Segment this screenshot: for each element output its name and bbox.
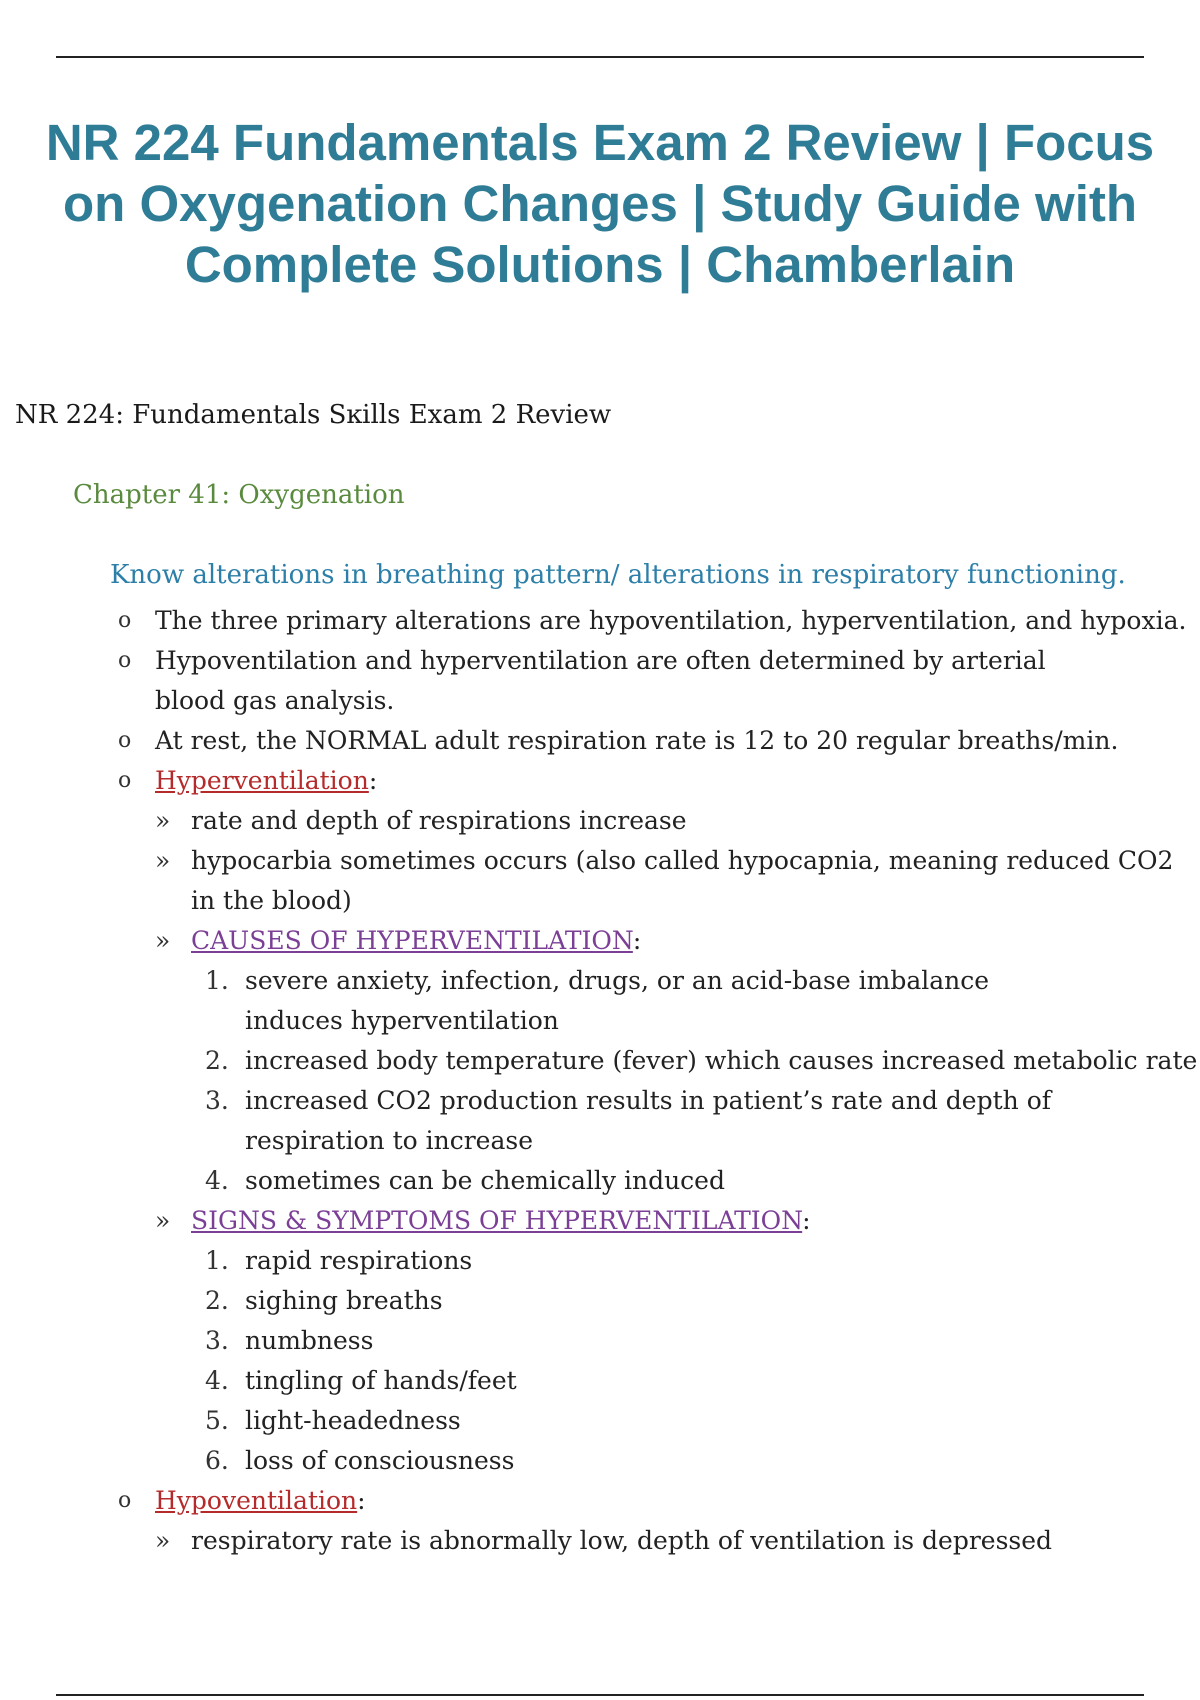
bullet-text: At rest, the NORMAL adult respiration rate is 12 to 20 regular breaths/min.: [155, 726, 1119, 755]
bottom-rule: [56, 1694, 1144, 1696]
bullet-text: [155, 1481, 366, 1521]
circle-bullet-icon: o: [118, 648, 132, 673]
circle-bullet-icon: o: [118, 768, 132, 793]
numbered-item: [0, 1441, 1200, 1481]
list-item: [0, 601, 1200, 641]
item-number: 1.: [205, 1246, 229, 1275]
colon: :: [632, 926, 642, 955]
numbered-item: [0, 1041, 1200, 1081]
numbered-item: [0, 1081, 1200, 1121]
numbered-item-continuation: [0, 1121, 1200, 1161]
numbered-item: [0, 1161, 1200, 1201]
item-number: 5.: [205, 1406, 229, 1435]
bullet-text: hypocarbia sometimes occurs (also called hypocapnia, meaning reduced CO2: [191, 846, 1174, 875]
bullet-text: [191, 921, 641, 961]
list-item-hyperventilation: [0, 761, 1200, 801]
bullet-text: [155, 761, 377, 801]
item-text: increased body temperature (fever) which causes increased metabolic rate: [245, 1046, 1198, 1075]
colon: :: [368, 766, 378, 795]
item-number: 4.: [205, 1166, 229, 1195]
notes-content: [0, 601, 1200, 1561]
item-text: rapid respirations: [245, 1246, 473, 1275]
hyperventilation-link[interactable]: Hyperventilation: [155, 766, 369, 795]
bullet-text: respiratory rate is abnormally low, depth of ventilation is depressed: [191, 1526, 1053, 1555]
list-item-continuation: [0, 881, 1200, 921]
list-item-signs: [0, 1201, 1200, 1241]
item-number: 3.: [205, 1326, 229, 1355]
chapter-heading: Chapter 41: Oxygenation: [73, 480, 405, 510]
list-item-hypoventilation: [0, 1481, 1200, 1521]
list-item: [0, 841, 1200, 881]
bullet-text: rate and depth of respirations increase: [191, 806, 687, 835]
numbered-item: [0, 1321, 1200, 1361]
circle-bullet-icon: o: [118, 1488, 132, 1513]
colon: :: [357, 1486, 366, 1515]
item-text: induces hyperventilation: [245, 1006, 559, 1035]
item-text: severe anxiety, infection, drugs, or an acid-base imbalance: [245, 966, 990, 995]
circle-bullet-icon: o: [118, 728, 132, 753]
chevron-bullet-icon: »: [155, 1526, 171, 1555]
list-item-continuation: [0, 681, 1200, 721]
signs-symptoms-link[interactable]: SIGNS & SYMPTOMS OF HYPERVENTILATION: [191, 1206, 803, 1235]
top-rule: [56, 56, 1144, 58]
hypoventilation-link[interactable]: Hypoventilation: [155, 1486, 358, 1515]
numbered-item: [0, 1241, 1200, 1281]
item-text: sometimes can be chemically induced: [245, 1166, 725, 1195]
circle-bullet-icon: o: [118, 608, 132, 633]
list-item-causes: [0, 921, 1200, 961]
item-text: increased CO2 production results in patient’s rate and depth of: [245, 1086, 1052, 1115]
item-number: 4.: [205, 1366, 229, 1395]
item-number: 1.: [205, 966, 229, 995]
chevron-bullet-icon: »: [155, 806, 171, 835]
bullet-text: blood gas analysis.: [155, 686, 395, 715]
numbered-item: [0, 1401, 1200, 1441]
item-text: loss of consciousness: [245, 1446, 515, 1475]
numbered-item-continuation: [0, 1001, 1200, 1041]
list-item: [0, 721, 1200, 761]
chevron-bullet-icon: »: [155, 1206, 171, 1235]
bullet-text: in the blood): [191, 886, 352, 915]
item-number: 2.: [205, 1286, 229, 1315]
bullet-text: The three primary alterations are hypoventilation, hyperventilation, and hypoxia.: [155, 606, 1187, 635]
item-text: respiration to increase: [245, 1126, 533, 1155]
section-heading: Know alterations in breathing pattern/ alterations in respiratory functioning.: [110, 560, 1126, 590]
item-text: sighing breaths: [245, 1286, 443, 1315]
causes-link[interactable]: CAUSES OF HYPERVENTILATION: [191, 926, 633, 955]
list-item: [0, 1521, 1200, 1561]
title-line: on Oxygenation Changes | Study Guide with: [62, 175, 1137, 232]
item-text: numbness: [245, 1326, 374, 1355]
item-text: tingling of hands/feet: [245, 1366, 517, 1395]
title-line: NR 224 Fundamentals Exam 2 Review | Focus: [45, 114, 1155, 171]
document-title: [30, 112, 1170, 295]
item-text: light-headedness: [245, 1406, 461, 1435]
item-number: 2.: [205, 1046, 229, 1075]
title-line: Complete Solutions | Chamberlain: [184, 236, 1016, 293]
numbered-item: [0, 1281, 1200, 1321]
item-number: 6.: [205, 1446, 229, 1475]
bullet-text: Hypoventilation and hyperventilation are often determined by arterial: [155, 646, 1046, 675]
list-item: [0, 801, 1200, 841]
list-item: [0, 641, 1200, 681]
review-heading: NR 224: Fundamentals Sĸills Exam 2 Review: [15, 400, 612, 430]
numbered-item: [0, 961, 1200, 1001]
chevron-bullet-icon: »: [155, 846, 171, 875]
bullet-text: [191, 1201, 811, 1241]
colon: :: [802, 1206, 811, 1235]
chevron-bullet-icon: »: [155, 926, 171, 955]
item-number: 3.: [205, 1086, 229, 1115]
numbered-item: [0, 1361, 1200, 1401]
